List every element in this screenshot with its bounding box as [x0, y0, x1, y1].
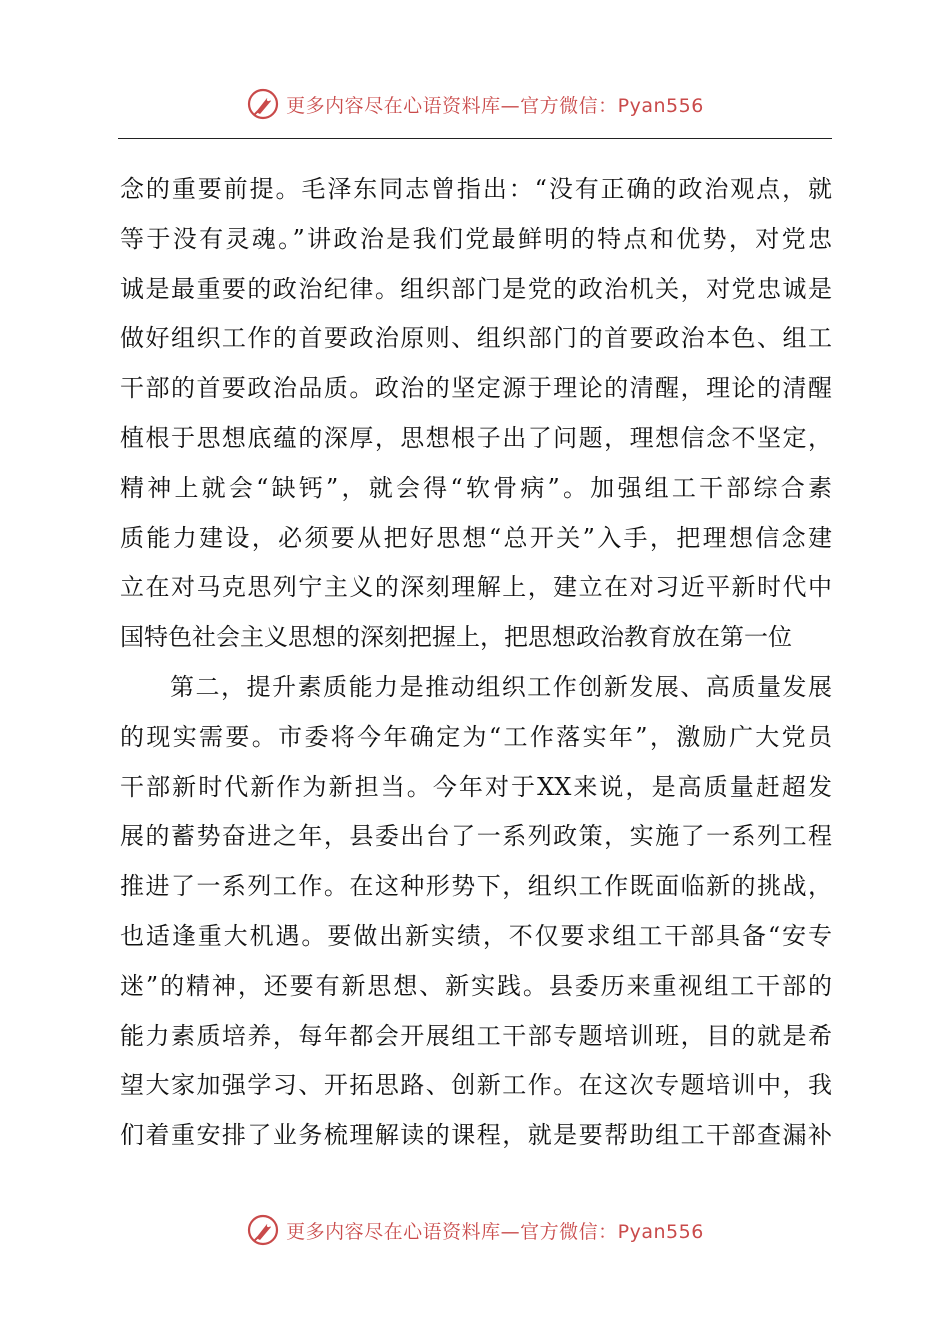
- header-divider: [118, 138, 832, 139]
- body-line: 等于没有灵魂。”讲政治是我们党最鲜明的特点和优势，对党忠: [120, 224, 832, 253]
- body-line: 植根于思想底蕴的深厚，思想根子出了问题，理想信念不坚定，: [120, 423, 832, 452]
- body-line: 迷”的精神，还要有新思想、新实践。县委历来重视组工干部的: [120, 971, 832, 1000]
- body-line: 质能力建设，必须要从把好思想“总开关”入手，把理想信念建: [120, 523, 832, 552]
- pen-nib-logo-icon: [246, 87, 280, 121]
- paragraph-first-line: 第二，提升素质能力是推动组织工作创新发展、高质量发展: [170, 672, 832, 701]
- body-line: 国特色社会主义思想的深刻把握上，把思想政治教育放在第一位: [120, 623, 792, 652]
- body-line: 干部的首要政治品质。政治的坚定源于理论的清醒，理论的清醒: [120, 374, 832, 403]
- body-line: 望大家加强学习、开拓思路、创新工作。在这次专题培训中，我: [120, 1071, 832, 1100]
- pen-nib-logo-icon: [246, 1213, 280, 1247]
- body-line: 们着重安排了业务梳理解读的课程，就是要帮助组工干部查漏补: [120, 1121, 832, 1150]
- body-line: 诚是最重要的政治纪律。组织部门是党的政治机关，对党忠诚是: [120, 274, 832, 303]
- header-watermark-text: 更多内容尽在心语资料库—官方微信：Pyan556: [286, 94, 704, 117]
- footer-watermark-text: 更多内容尽在心语资料库—官方微信：Pyan556: [286, 1220, 704, 1243]
- document-body: [120, 165, 832, 1161]
- body-line: 做好组织工作的首要政治原则、组织部门的首要政治本色、组工: [120, 324, 832, 353]
- body-line: 能力素质培养，每年都会开展组工干部专题培训班，目的就是希: [120, 1021, 832, 1050]
- body-line: 念的重要前提。毛泽东同志曾指出：“没有正确的政治观点，就: [120, 175, 832, 203]
- body-line: 立在对马克思列宁主义的深刻理解上，建立在对习近平新时代中: [120, 573, 832, 602]
- body-line: 展的蓄势奋进之年，县委出台了一系列政策，实施了一系列工程: [120, 822, 832, 851]
- body-line: 也适逢重大机遇。要做出新实绩，不仅要求组工干部具备“安专: [120, 921, 832, 950]
- body-line: 推进了一系列工作。在这种形势下，组织工作既面临新的挑战，: [120, 872, 832, 901]
- body-line: 精神上就会“缺钙”，就会得“软骨病”。加强组工干部综合素: [120, 473, 832, 502]
- footer-watermark: [0, 1208, 950, 1252]
- body-line: 的现实需要。市委将今年确定为“工作落实年”，激励广大党员: [120, 722, 832, 751]
- header-watermark: [0, 82, 950, 126]
- body-line: 干部新时代新作为新担当。今年对于XX来说，是高质量赶超发: [120, 772, 832, 801]
